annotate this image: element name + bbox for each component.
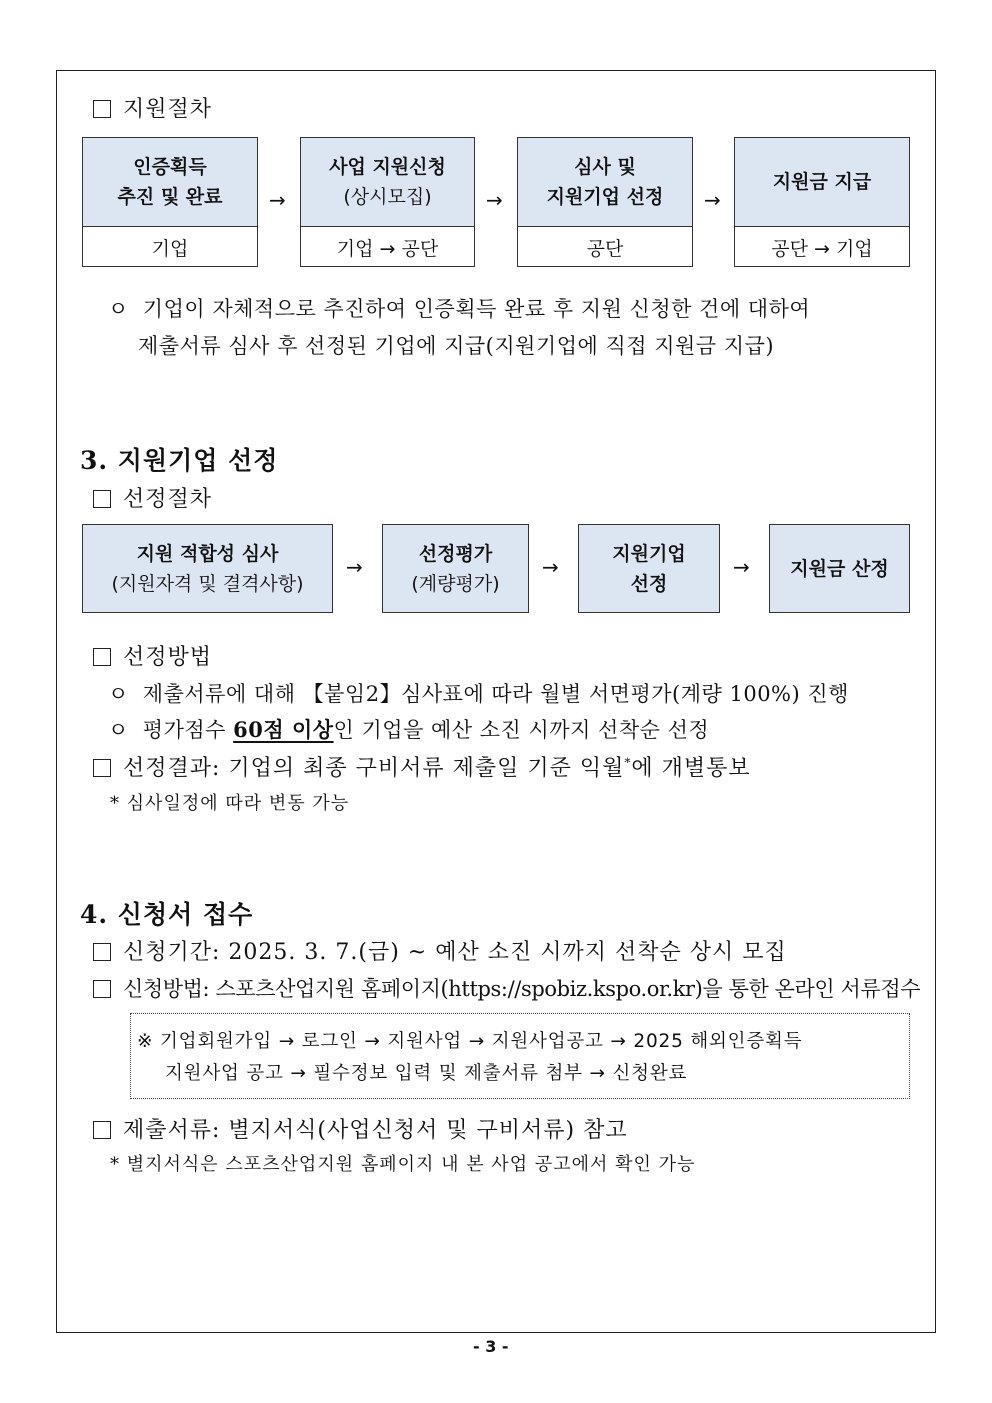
selection-result: 선정결과: 기업의 최종 구비서류 제출일 기준 익월*에 개별통보 (93, 751, 751, 782)
selection-step-3: 지원기업 선정 (578, 524, 720, 613)
selection-method-item2: ㅇ 평가점수 60점 이상인 기업을 예산 소진 시까지 선착순 선정 (108, 717, 710, 742)
checkbox-square-icon (93, 490, 111, 508)
arrow-icon: → (542, 555, 559, 579)
support-note-line2: 제출서류 심사 후 선정된 기업에 지급(지원기업에 직접 지원금 지급) (138, 334, 775, 358)
selection-footnote: * 심사일정에 따라 변동 가능 (110, 793, 350, 814)
application-steps-line2: 지원사업 공고 → 필수정보 입력 및 제출서류 첨부 → 신청완료 (165, 1063, 688, 1084)
flow-step-1: 인증획득 추진 및 완료 기업 (82, 137, 258, 267)
checkbox-square-icon (93, 980, 111, 998)
support-process-heading: 지원절차 (93, 92, 212, 123)
bullet-circle-icon: ㅇ (108, 682, 129, 706)
arrow-icon: → (269, 188, 286, 212)
application-steps-box (130, 1013, 910, 1099)
selection-step-1: 지원 적합성 심사 (지원자격 및 결격사항) (82, 524, 333, 613)
bullet-circle-icon: ㅇ (108, 718, 129, 742)
required-documents: 제출서류: 별지서식(사업신청서 및 구비서류) 참고 (93, 1113, 628, 1144)
arrow-icon: → (733, 555, 750, 579)
support-note-line1: ㅇ 기업이 자체적으로 추진하여 인증획득 완료 후 지원 신청한 건에 대하여 (108, 297, 811, 321)
checkbox-square-icon (93, 100, 111, 118)
flow-step-4: 지원금 지급 공단 → 기업 (734, 137, 910, 267)
flow-step-2: 사업 지원신청 (상시모집) 기업 → 공단 (300, 137, 475, 267)
selection-process-heading: 선정절차 (93, 482, 212, 513)
bullet-circle-icon: ㅇ (108, 297, 129, 321)
application-method: 신청방법: 스포츠산업지원 홈페이지(https://spobiz.kspo.or.kr)을 통한 온라인 서류접수 (93, 973, 920, 1003)
checkbox-square-icon (93, 1121, 111, 1139)
checkbox-square-icon (93, 943, 111, 961)
application-period: 신청기간: 2025. 3. 7.(금) ~ 예산 소진 시까지 선착순 상시 모집 (93, 935, 787, 966)
arrow-icon: → (486, 188, 503, 212)
documents-footnote: * 별지서식은 스포츠산업지원 홈페이지 내 본 사업 공고에서 확인 가능 (110, 1154, 696, 1175)
selection-method-item1: ㅇ 제출서류에 대해 【붙임2】심사표에 따라 월별 서면평가(계량 100%) 진행 (108, 682, 849, 706)
selection-step-4: 지원금 산정 (769, 524, 910, 613)
page-number: - 3 - (473, 1337, 509, 1356)
section4-title: 4. 신청서 접수 (80, 900, 254, 929)
section3-title: 3. 지원기업 선정 (80, 446, 279, 475)
application-steps-line1: ※ 기업회원가입 → 로그인 → 지원사업 → 지원사업공고 → 2025 해외인증획득 (137, 1031, 803, 1052)
checkbox-square-icon (93, 648, 111, 666)
selection-step-2: 선정평가 (계량평가) (382, 524, 529, 613)
arrow-icon: → (346, 555, 363, 579)
arrow-icon: → (704, 188, 721, 212)
flow-step-3: 심사 및 지원기업 선정 공단 (517, 137, 693, 267)
selection-method-heading: 선정방법 (93, 640, 212, 671)
checkbox-square-icon (93, 759, 111, 777)
